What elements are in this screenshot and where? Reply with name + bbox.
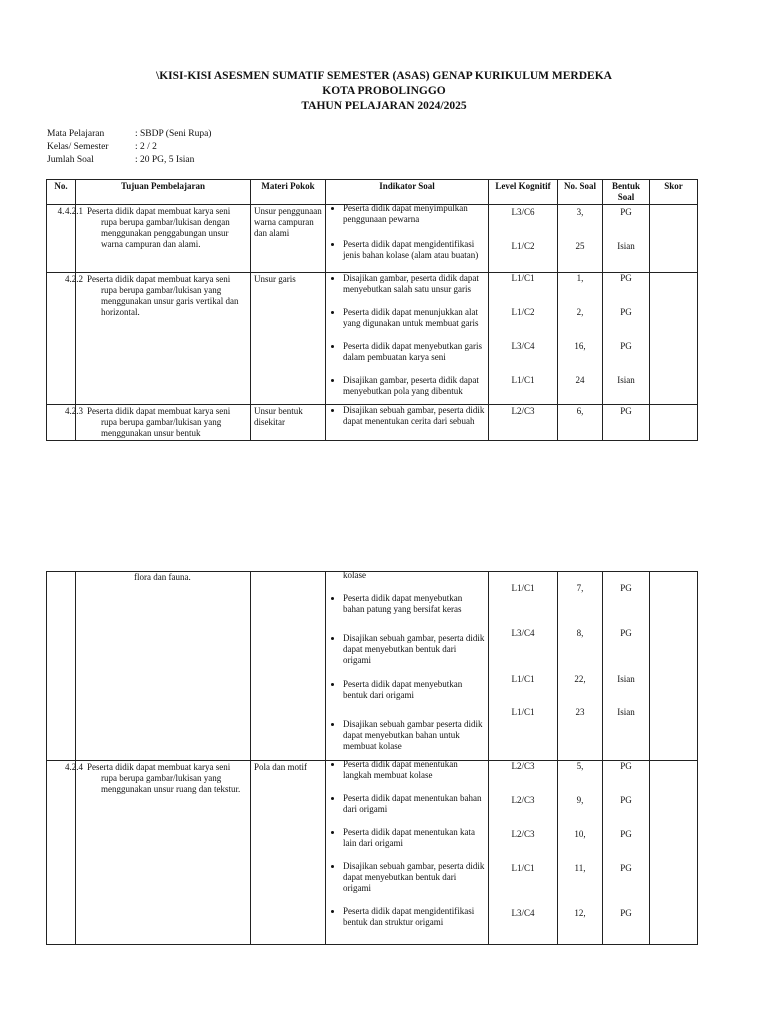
header-no: No. [47,180,76,205]
indikator-item: • Peserta didik dapat menentukan kata lain dari origami [343,827,485,849]
tujuan-text: 4.2.1 Peserta didik dapat membuat karya seni rupa berupa gambar/lukisan dengan menggunakan penggabungan unsur warna campuran dan alami. [65,206,231,249]
cell-tujuan [65,761,251,945]
cell-level: L2/C3 [489,405,558,441]
meta-key: Jumlah Soal [47,155,94,165]
title-line-1: \KISI-KISI ASESMEN SUMATIF SEMESTER (ASAS) GENAP KURIKULUM MERDEKA [156,70,612,82]
cell-no: 4. [47,205,76,273]
header-indikator: Indikator Soal [326,180,489,205]
cell-skor [650,405,698,441]
table-row [47,761,698,945]
document-title [0,69,768,114]
cell-bentuk: PG PG PG Isian [603,273,650,405]
header-bentuk: Bentuk Soal [603,180,650,205]
header-skor: Skor [650,180,698,205]
indikator-item: • Peserta didik dapat menyebutkan garis dalam pembuatan karya seni [343,341,485,363]
table-row [47,273,698,405]
meta-key: Mata Pelajaran [47,129,105,139]
cell-materi [251,572,326,761]
cell-skor [650,205,698,273]
indikator-continued: kolase [343,570,366,580]
header-level: Level Kognitif [489,180,558,205]
cell-materi: Unsur penggunaan warna campuran dan alami [251,205,326,273]
indikator-item: • Disajikan sebuah gambar peserta didik dapat menyebutkan bahan untuk membuat kolase [343,719,485,752]
cell-no [47,273,76,405]
title-line-3: TAHUN PELAJARAN 2024/2025 [301,100,467,112]
cell-nosoal: 1, 2, 16, 24 [558,273,603,405]
kisi-kisi-table-page-1 [46,179,698,441]
title-line-2: KOTA PROBOLINGGO [322,85,446,97]
cell-bentuk: PG PG Isian Isian [603,572,650,761]
indikator-item: • Peserta didik dapat menyebutkan bentuk dari origami [343,679,485,701]
cell-bentuk: PG [603,405,650,441]
tujuan-text: flora dan fauna. [134,572,191,582]
cell-skor [650,572,698,761]
meta-row [47,154,211,167]
indikator-item: • Disajikan sebuah gambar, peserta didik dapat menentukan cerita dari sebuah [343,405,485,427]
cell-no [47,761,76,945]
cell-materi: Unsur garis [251,273,326,405]
document-meta [47,128,211,167]
cell-nosoal: 7, 8, 22, 23 [558,572,603,761]
tujuan-text: 4.2.4 Peserta didik dapat membuat karya seni rupa berupa gambar/lukisan yang menggunakan unsur ruang dan tekstur. [65,762,241,794]
header-materi: Materi Pokok [251,180,326,205]
meta-row [47,128,211,141]
table-header-row [47,180,698,205]
indikator-item: • Peserta didik dapat menyimpulkan penggunaan pewarna [343,203,485,225]
cell-level: L2/C3 L2/C3 L2/C3 L1/C1 L3/C4 [489,761,558,945]
cell-indikator [326,273,489,405]
indikator-item: • Peserta didik dapat menunjukkan alat yang digunakan untuk membuat garis [343,307,485,329]
indikator-item: • Disajikan gambar, peserta didik dapat menyebutkan salah satu unsur garis [343,273,485,295]
indikator-item: • Peserta didik dapat mengidentifikasi bentuk dan struktur origami [343,906,485,928]
table-row [47,572,698,761]
cell-materi: Unsur bentuk disekitar [251,405,326,441]
header-tujuan: Tujuan Pembelajaran [76,180,251,205]
indikator-item: • Disajikan sebuah gambar, peserta didik dapat menyebutkan bentuk dari origami [343,861,485,894]
cell-level: L3/C6 L1/C2 [489,205,558,273]
indikator-item: • Peserta didik dapat mengidentifikasi jenis bahan kolase (alam atau buatan) [343,239,485,261]
cell-nosoal: 3, 25 [558,205,603,273]
cell-indikator [326,761,489,945]
table-row [47,205,698,273]
tujuan-text: 4.2.3 Peserta didik dapat membuat karya seni rupa berupa gambar/lukisan yang menggunakan unsur bentuk [65,406,231,438]
cell-skor [650,761,698,945]
meta-value: : 20 PG, 5 Isian [135,155,195,165]
cell-tujuan [65,273,251,405]
meta-key: Kelas/ Semester [47,142,109,152]
meta-row [47,141,211,154]
cell-skor [650,273,698,405]
cell-no [47,572,76,761]
table-row [47,405,698,441]
cell-nosoal: 6, [558,405,603,441]
indikator-item: • Peserta didik dapat menyebutkan bahan patung yang bersifat keras [343,593,485,615]
indikator-item: • Peserta didik dapat menentukan bahan dari origami [343,793,485,815]
indikator-item: • Disajikan gambar, peserta didik dapat menyebutkan pola yang dibentuk [343,375,485,397]
cell-level: L1/C1 L1/C2 L3/C4 L1/C1 [489,273,558,405]
indikator-item: • Peserta didik dapat menentukan langkah membuat kolase [343,759,485,781]
tujuan-text: 4.2.2 Peserta didik dapat membuat karya seni rupa berupa gambar/lukisan yang menggunakan unsur garis vertikal dan horizontal. [65,274,239,317]
meta-value: : SBDP (Seni Rupa) [135,129,212,139]
cell-tujuan [65,405,251,441]
cell-indikator [326,572,489,761]
cell-bentuk: PG Isian [603,205,650,273]
indikator-item: • Disajikan sebuah gambar, peserta didik dapat menyebutkan bentuk dari origami [343,633,485,666]
cell-level: L1/C1 L3/C4 L1/C1 L1/C1 [489,572,558,761]
cell-nosoal: 5, 9, 10, 11, 12, [558,761,603,945]
cell-indikator [326,205,489,273]
header-nosoal: No. Soal [558,180,603,205]
cell-indikator [326,405,489,441]
meta-value: : 2 / 2 [135,142,157,152]
cell-bentuk: PG PG PG PG PG [603,761,650,945]
cell-tujuan [76,572,251,761]
cell-materi: Pola dan motif [251,761,326,945]
cell-tujuan [65,205,251,273]
kisi-kisi-table-page-2 [46,571,698,945]
